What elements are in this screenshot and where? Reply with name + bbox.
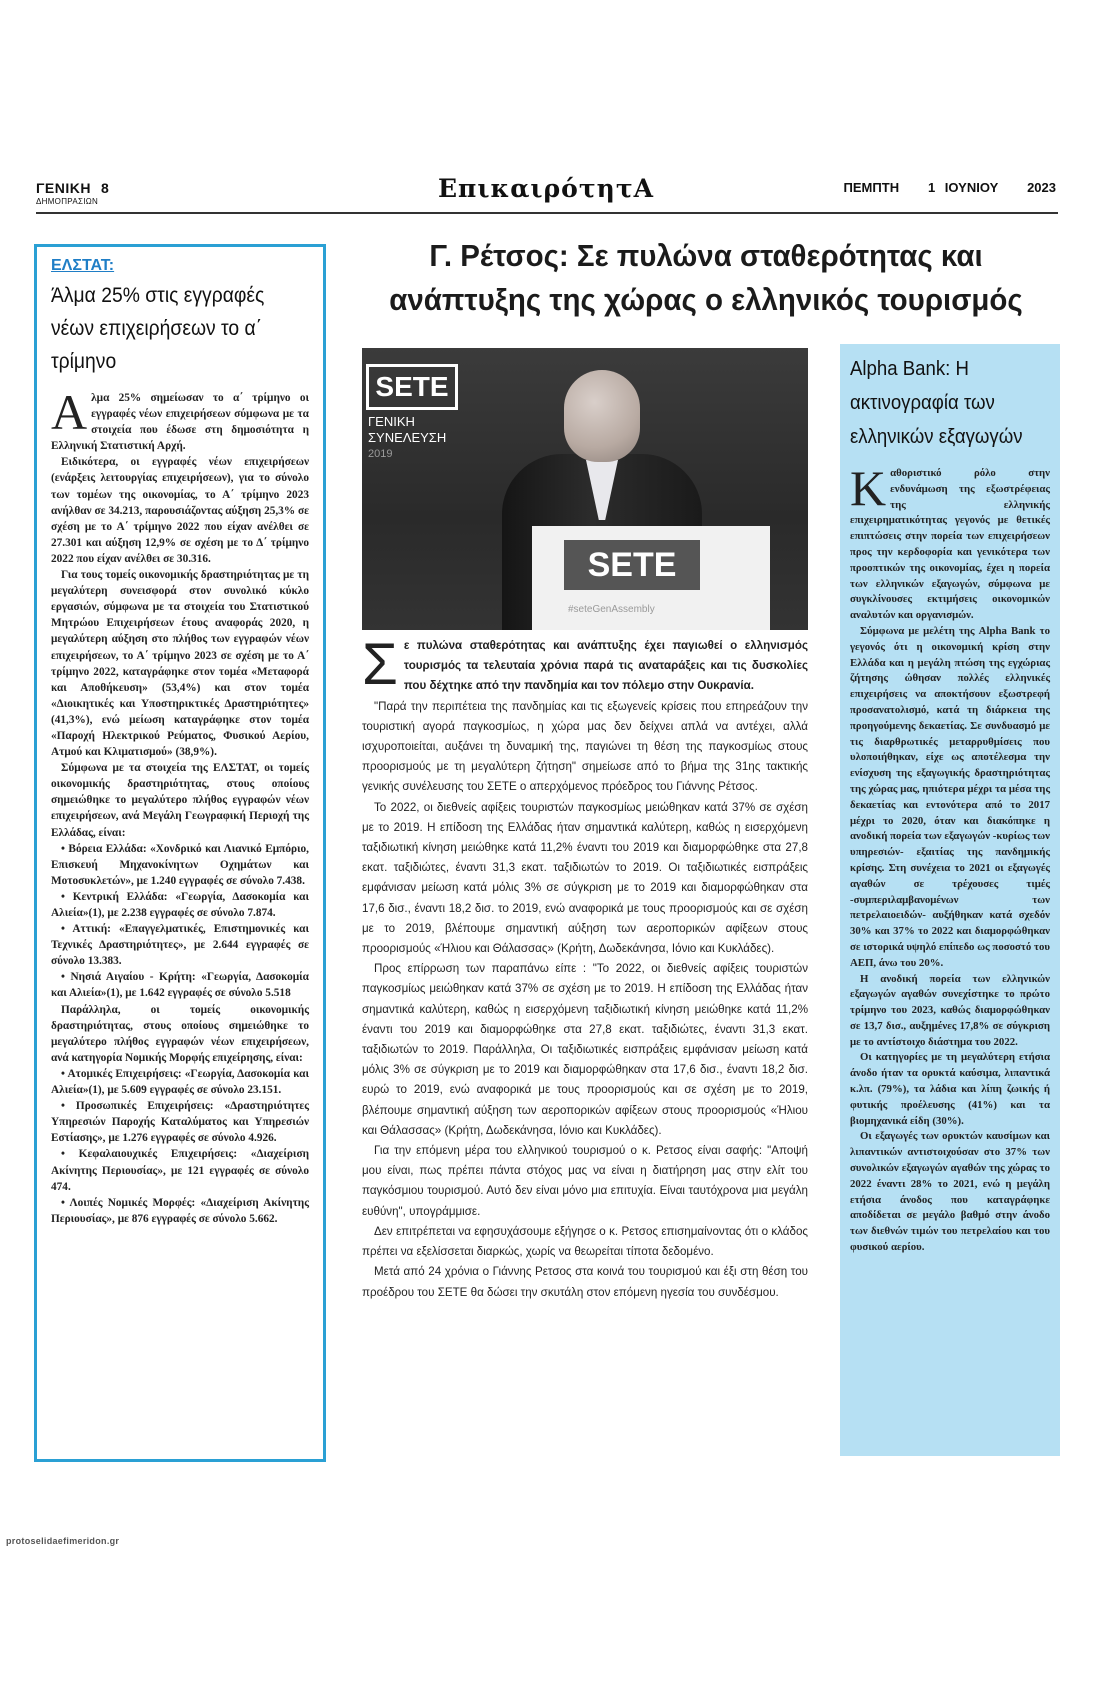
right-paragraph: Η ανοδική πορεία των ελληνικών εξαγωγών αγαθών συνεχίστηκε το πρώτο τρίμηνο του 2023, καθώς διαμορφώθηκαν σε 13,7 δισ., αυξημένες 17,8% σε σύγκριση με το αντίστοιχο διάστημα του 2022. [850, 972, 1050, 1048]
main-article-dropcap: Σ [362, 632, 398, 697]
right-paragraph: αθοριστικό ρόλο στην ενδυνάμωση της εξωστρέφειας της ελληνικής επιχειρηματικότητας γεγονός με θετικές επιπτώσεις στην πορεία των επιχειρήσεων προς την κερδοφορία και γενικότερα των προοπτικών της οικονομίας, έχει η πορεία των ελληνικών εξαγωγών, σύμφωνα με συγκλίνουσες εκτιμήσεις οικονομικών αναλυτών και οργανισμών. [850, 467, 1050, 622]
event-line: ΓΕΝΙΚΗ [368, 414, 415, 429]
left-article-dropcap: Α [51, 384, 88, 440]
left-bullet: • Προσωπικές Επιχειρήσεις: «Δραστηριότητες Υπηρεσιών Παροχής Καταλύματος και Υπηρεσιών Εστίασης», με 1.276 εγγραφές σε σύνολο 4.926. [51, 1100, 309, 1145]
left-paragraph: Σύμφωνα με τα στοιχεία της ΕΛΣΤΑΤ, οι τομείς οικονομικής δραστηριότητας, στους οποίους σημειώθηκε το μεγαλύτερο πλήθος εγγραφών νέων επιχειρήσεων, ανά Μεγάλη Γεωγραφική Περιοχή της Ελλάδας, είναι: [51, 762, 309, 839]
site-watermark: protoselidaefimeridon.gr [6, 1536, 120, 1546]
podium [532, 526, 770, 630]
header-rule [36, 212, 1058, 214]
right-article-body [850, 460, 1050, 1256]
main-paragraph: Δεν επιτρέπεται να εφησυχάσουμε εξήγησε ο κ. Ρετσος επισημαίνοντας ότι ο κλάδος πρέπει να εξελίσσεται διαρκώς, χωρίς να θεωρείται τίποτα δεδομένο. [362, 1224, 808, 1259]
left-bullet: • Βόρεια Ελλάδα: «Χονδρικό και Λιανικό Εμπόριο, Επισκευή Μηχανοκίνητων Οχημάτων και Μοτοσυκλετών», με 1.240 εγγραφές σε σύνολο 7.438. [51, 842, 309, 887]
left-paragraph: Για τους τομείς οικονομικής δραστηριότητας με τη μεγαλύτερη συνεισφορά στον συνολικό κύκλο εργασιών, σύμφωνα με τα στοιχεία του Στατιστικού Μητρώου Επιχειρήσεων έτους αναφοράς 2020, η μεγαλύτερη αύξηση στο πλήθος των εγγραφών νέων επιχειρήσεων, το Α΄ τρίμηνο 2023 σε σχέση με το Α΄ τρίμηνο 2022, καταγράφηκε στον τομέα «Μεταφορά και Αποθήκευση» (53,4%) και στον τομέα «Διοικητικές και Υποστηρικτικές Δραστηριότητες» (41,3%), ενώ μείωση καταγράφηκε στον τομέα «Παροχή Ηλεκτρικού Ρεύματος, Φυσικού Αερίου, Ατμού και Κλιματισμού» (38,9%). [51, 569, 309, 759]
left-bullet: • Κεντρική Ελλάδα: «Γεωργία, Δασοκομία και Αλιεία»(1), με 2.238 εγγραφές σε σύνολο 7.874. [51, 890, 309, 919]
left-article-headline: Άλμα 25% στις εγγραφές νέων επιχειρήσεων το α΄ τρίμηνο [51, 284, 265, 373]
left-article-body [51, 384, 309, 1227]
speaker-head [564, 370, 640, 462]
event-year: 2019 [368, 448, 393, 460]
main-paragraph: Μετά από 24 χρόνια ο Γιάννης Ρετσος στα κοινά του τουρισμού και έξι στη θέση του προέδρου του ΣΕΤΕ θα δώσει την σκυτάλη στον επόμενη ηγεσία του συνδέσμου. [362, 1265, 808, 1299]
section-title: ΕπικαιρότητΑ [438, 174, 655, 203]
left-bullet: • Ατομικές Επιχειρήσεις: «Γεωργία, Δασοκομία και Αλιεία»(1), με 5.609 εγγραφές σε σύνολο 23.151. [51, 1067, 309, 1097]
left-bullet: • Αττική: «Επαγγελματικές, Επιστημονικές και Τεχνικές Δραστηριότητες», με 2.644 εγγραφές σε σύνολο 13.383. [51, 923, 309, 968]
left-bullet: • Λοιπές Νομικές Μορφές: «Διαχείριση Ακίνητης Περιουσίας», με 876 εγγραφές σε σύνολο 5.662. [51, 1196, 309, 1225]
main-article-body [362, 632, 808, 1303]
event-banner [368, 414, 446, 462]
issue-date: ΠΕΜΠΤΗ 1 ΙΟΥΝΙΟΥ 2023 [843, 180, 1056, 195]
right-paragraph: Σύμφωνα με μελέτη της Alpha Bank το γεγονός ότι η οικονομική κρίση στην Ελλάδα και η μεγάλη πτώση της εγχώριας ζήτησης ώθησαν πολλές ελληνικές επιχειρήσεις να αποκτήσουν εξωστρεφή προσανατολισμό, κατά τη διάρκεια της προηγούμενης δεκαετίας. Σε συνδυασμό με τις διαρθρωτικές μεταρρυθμίσεις που υλοποιήθηκαν, είχε ως αποτέλεσμα την ενίσχυση της εξαγωγικής δραστηριότητας της χώρας μας, ηπιότερα μέχρι τα μέσα της δεκαετίας και εντονότερα από το 2017 μέχρι το 2020, όταν και διακόπηκε η ανοδική πορεία των εξαγωγών -κυρίως των υπηρεσιών- εξαιτίας της πανδημικής κρίσης. Στη συνέχεια το 2021 οι εξαγωγές αγαθών σε τρέχουσες τιμές -συμπεριλαμβανομένων των πετρελαιοειδών- αυξήθηκαν κατά σχεδόν 30% και 37% το 2022 και διαμορφώθηκαν σε ιστορικά υψηλό επίπεδο ως ποσοστό του ΑΕΠ, άνω του 20%. [850, 624, 1050, 969]
right-paragraph: Οι κατηγορίες με τη μεγαλύτερη ετήσια άνοδο ήταν τα ορυκτά καύσιμα, λιπαντικά κ.λπ. (79%), τα λάδια και λίπη ζωικής ή φυτικής προέλευσης (41%) και τα βιομηχανικά είδη (30%). [850, 1051, 1050, 1127]
main-paragraph: Το 2022, οι διεθνείς αφίξεις τουριστών παγκοσμίως μειώθηκαν κατά 37% σε σχέση με το 2019. Η επίδοση της Ελλάδας ήταν σημαντικά καλύτερη, καθώς η εισερχόμενη ταξιδιωτική κίνηση μειώθηκε κατά 11,2% έναντι του 2019 και διαμορφώθηκε στα 27,8 εκατ. ταξιδιώτες, έναντι 31,3 εκατ. ταξιδιωτών το 2019. Οι ταξιδιωτικές εισπράξεις εμφάνισαν μείωση κατά μόλις 3% σε σύγκριση με το 2019 και διαμορφώθηκαν στα 17,6 δισ., έναντι 18,2 δισ. το 2019, ενώ αναφορικά με τους προορισμούς και σε σχέση με το 2019, βλέπουμε σημαντική αύξηση των αεροπορικών αφίξεων στους προορισμούς «Ήλιου και Θάλασσας» (Κρήτη, Δωδεκάνησα, Ιόνιο και Κυκλάδες). [362, 800, 808, 956]
main-paragraph: Για την επόμενη μέρα του ελληνικού τουρισμού ο κ. Ρετσος είναι σαφής: "Αποψή μου είναι, πως πρέπει πάντα στόχος μας να είναι η διατήρηση μας στην ελίτ του παγκόσμιου τουρισμού. Αυτό δεν είναι μόνο μια επιτυχία. Είναι ταυτόχρονα μια μεγάλη ευθύνη", υπογράμμισε. [362, 1144, 808, 1218]
left-article-kicker: ΕΛΣΤΑΤ: [51, 257, 115, 274]
left-bullet: • Κεφαλαιουχικές Επιχειρήσεις: «Διαχείριση Ακίνητης Περιουσίας», με 121 εγγραφές σε σύνολο 474. [51, 1148, 309, 1193]
left-paragraph: λμα 25% σημείωσαν το α΄ τρίμηνο οι εγγραφές νέων επιχειρήσεων σύμφωνα με τα στοιχεία που έδωσε στη δημοσιότητα η Ελληνική Στατιστική Αρχή. [51, 392, 309, 453]
main-article-lead: ε πυλώνα σταθερότητας και ανάπτυξης έχει παγιωθεί ο ελληνισμός τουρισμός τα τελευταία χρόνια παρά τις αναταράξεις και τις δυσκολίες που δέχτηκε από την πανδημία και τον πόλεμο στην Ουκρανία. [403, 639, 808, 693]
right-article-dropcap: Κ [850, 460, 887, 516]
right-article-box [840, 344, 1060, 1456]
main-headline: Γ. Ρέτσος: Σε πυλώνα σταθερότητας και ανάπτυξης της χώρας ο ελληνικός τουρισμός [389, 238, 1023, 317]
event-line: ΣΥΝΕΛΕΥΣΗ [368, 430, 447, 445]
sete-logo: SETE [366, 364, 458, 410]
paper-subtitle: ΔΗΜΟΠΡΑΣΙΩΝ [36, 197, 99, 206]
right-paragraph: Οι εξαγωγές των ορυκτών καυσίμων και λιπαντικών αντιστοιχούσαν στο 37% των συνολικών εξαγωγών αγαθών της χώρας το 2022 έναντι 28% το 2021, ενώ η μεγάλη ετήσια άνοδος που καταγράφηκε αποδίδεται σε μεγάλο βαθμό στην άνοδο των διεθνών τιμών του πετρελαίου και του φυσικού αερίου. [850, 1130, 1050, 1254]
left-paragraph: Παράλληλα, οι τομείς οικονομικής δραστηριότητας, στους οποίους σημειώθηκε το μεγαλύτερο πλήθος εγγραφών νέων επιχειρήσεων, ανά κατηγορία Νομικής Μορφής επιχείρησης, είναι: [51, 1003, 309, 1064]
masthead [36, 180, 109, 206]
right-article-headline: Alpha Bank: Η ακτινογραφία των ελληνικών εξαγωγών [850, 358, 1023, 448]
left-article-box [34, 244, 326, 1462]
paper-name: ΓΕΝΙΚΗ [36, 180, 91, 196]
main-paragraph: "Παρά την περιπέτεια της πανδημίας και τις εξωγενείς κρίσεις που επηρεάζουν την τουριστική αγορά παγκοσμίως, η χώρα μας δεν δείχνει απλά να αντέχει, αλλά ισχυροποιείται, αυξάνει τη δυναμική της, παγιώνει τη θέση της παγκοσμίως στους προορισμούς με τη μεγαλύτερη ζήτηση" σημείωσε από το βήμα της 31ης τακτικής γενικής συνέλευσης του ΣΕΤΕ ο απερχόμενος πρόεδρος του Γιάννης Ρέτσος. [362, 699, 808, 794]
article-photo [362, 348, 808, 630]
podium-hashtag: #seteGenAssembly [568, 604, 655, 615]
main-paragraph: Προς επίρρωση των παραπάνω είπε : "Το 2022, οι διεθνείς αφίξεις τουριστών παγκοσμίως μειώθηκαν κατά 37% σε σχέση με το 2019. Η επίδοση της Ελλάδας ήταν σημαντικά καλύτερη, καθώς η εισερχόμενη ταξιδιωτική κίνηση μειώθηκε κατά 11,2% έναντι του 2019 και διαμορφώθηκε στα 27,8 εκατ. ταξιδιώτες, έναντι 31,3 εκατ. ταξιδιωτών το 2019. Παράλληλα, Οι ταξιδιωτικές εισπράξεις εμφάνισαν μείωση κατά μόλις 3% σε σύγκριση με το 2019 και διαμορφώθηκαν στα 17,6 δισ., έναντι 18,2 δισ. ευρώ το 2019, ενώ αναφορικά με τους προορισμούς και σε σχέση με το 2019, βλέπουμε σημαντική αύξηση των αεροπορικών αφίξεων στους προορισμούς «Ήλιου και Θάλασσας» (Κρήτη, Δωδεκάνησα, Ιόνιο και Κυκλάδες). [362, 962, 808, 1137]
page-number: 8 [100, 180, 110, 196]
podium-logo: SETE [564, 540, 700, 590]
left-paragraph: Ειδικότερα, οι εγγραφές νέων επιχειρήσεων (ενάρξεις λειτουργίας επιχειρήσεων), για το σύνολο των τομέων της οικονομίας, το Α΄ τρίμηνο 2023 ανήλθαν σε 34.213, παρουσιάζοντας αύξηση 25,3% σε σχέση με το Α΄ τρίμηνο 2022 που είχαν ανέλθει σε 27.301 και αύξηση 12,9% σε σχέση με το Δ΄ τρίμηνο 2022 που είχαν ανέλθει σε 30.316. [51, 456, 309, 565]
left-bullet: • Νησιά Αιγαίου - Κρήτη: «Γεωργία, Δασοκομία και Αλιεία»(1), με 1.642 εγγραφές σε σύνολο 5.518 [51, 971, 309, 1000]
